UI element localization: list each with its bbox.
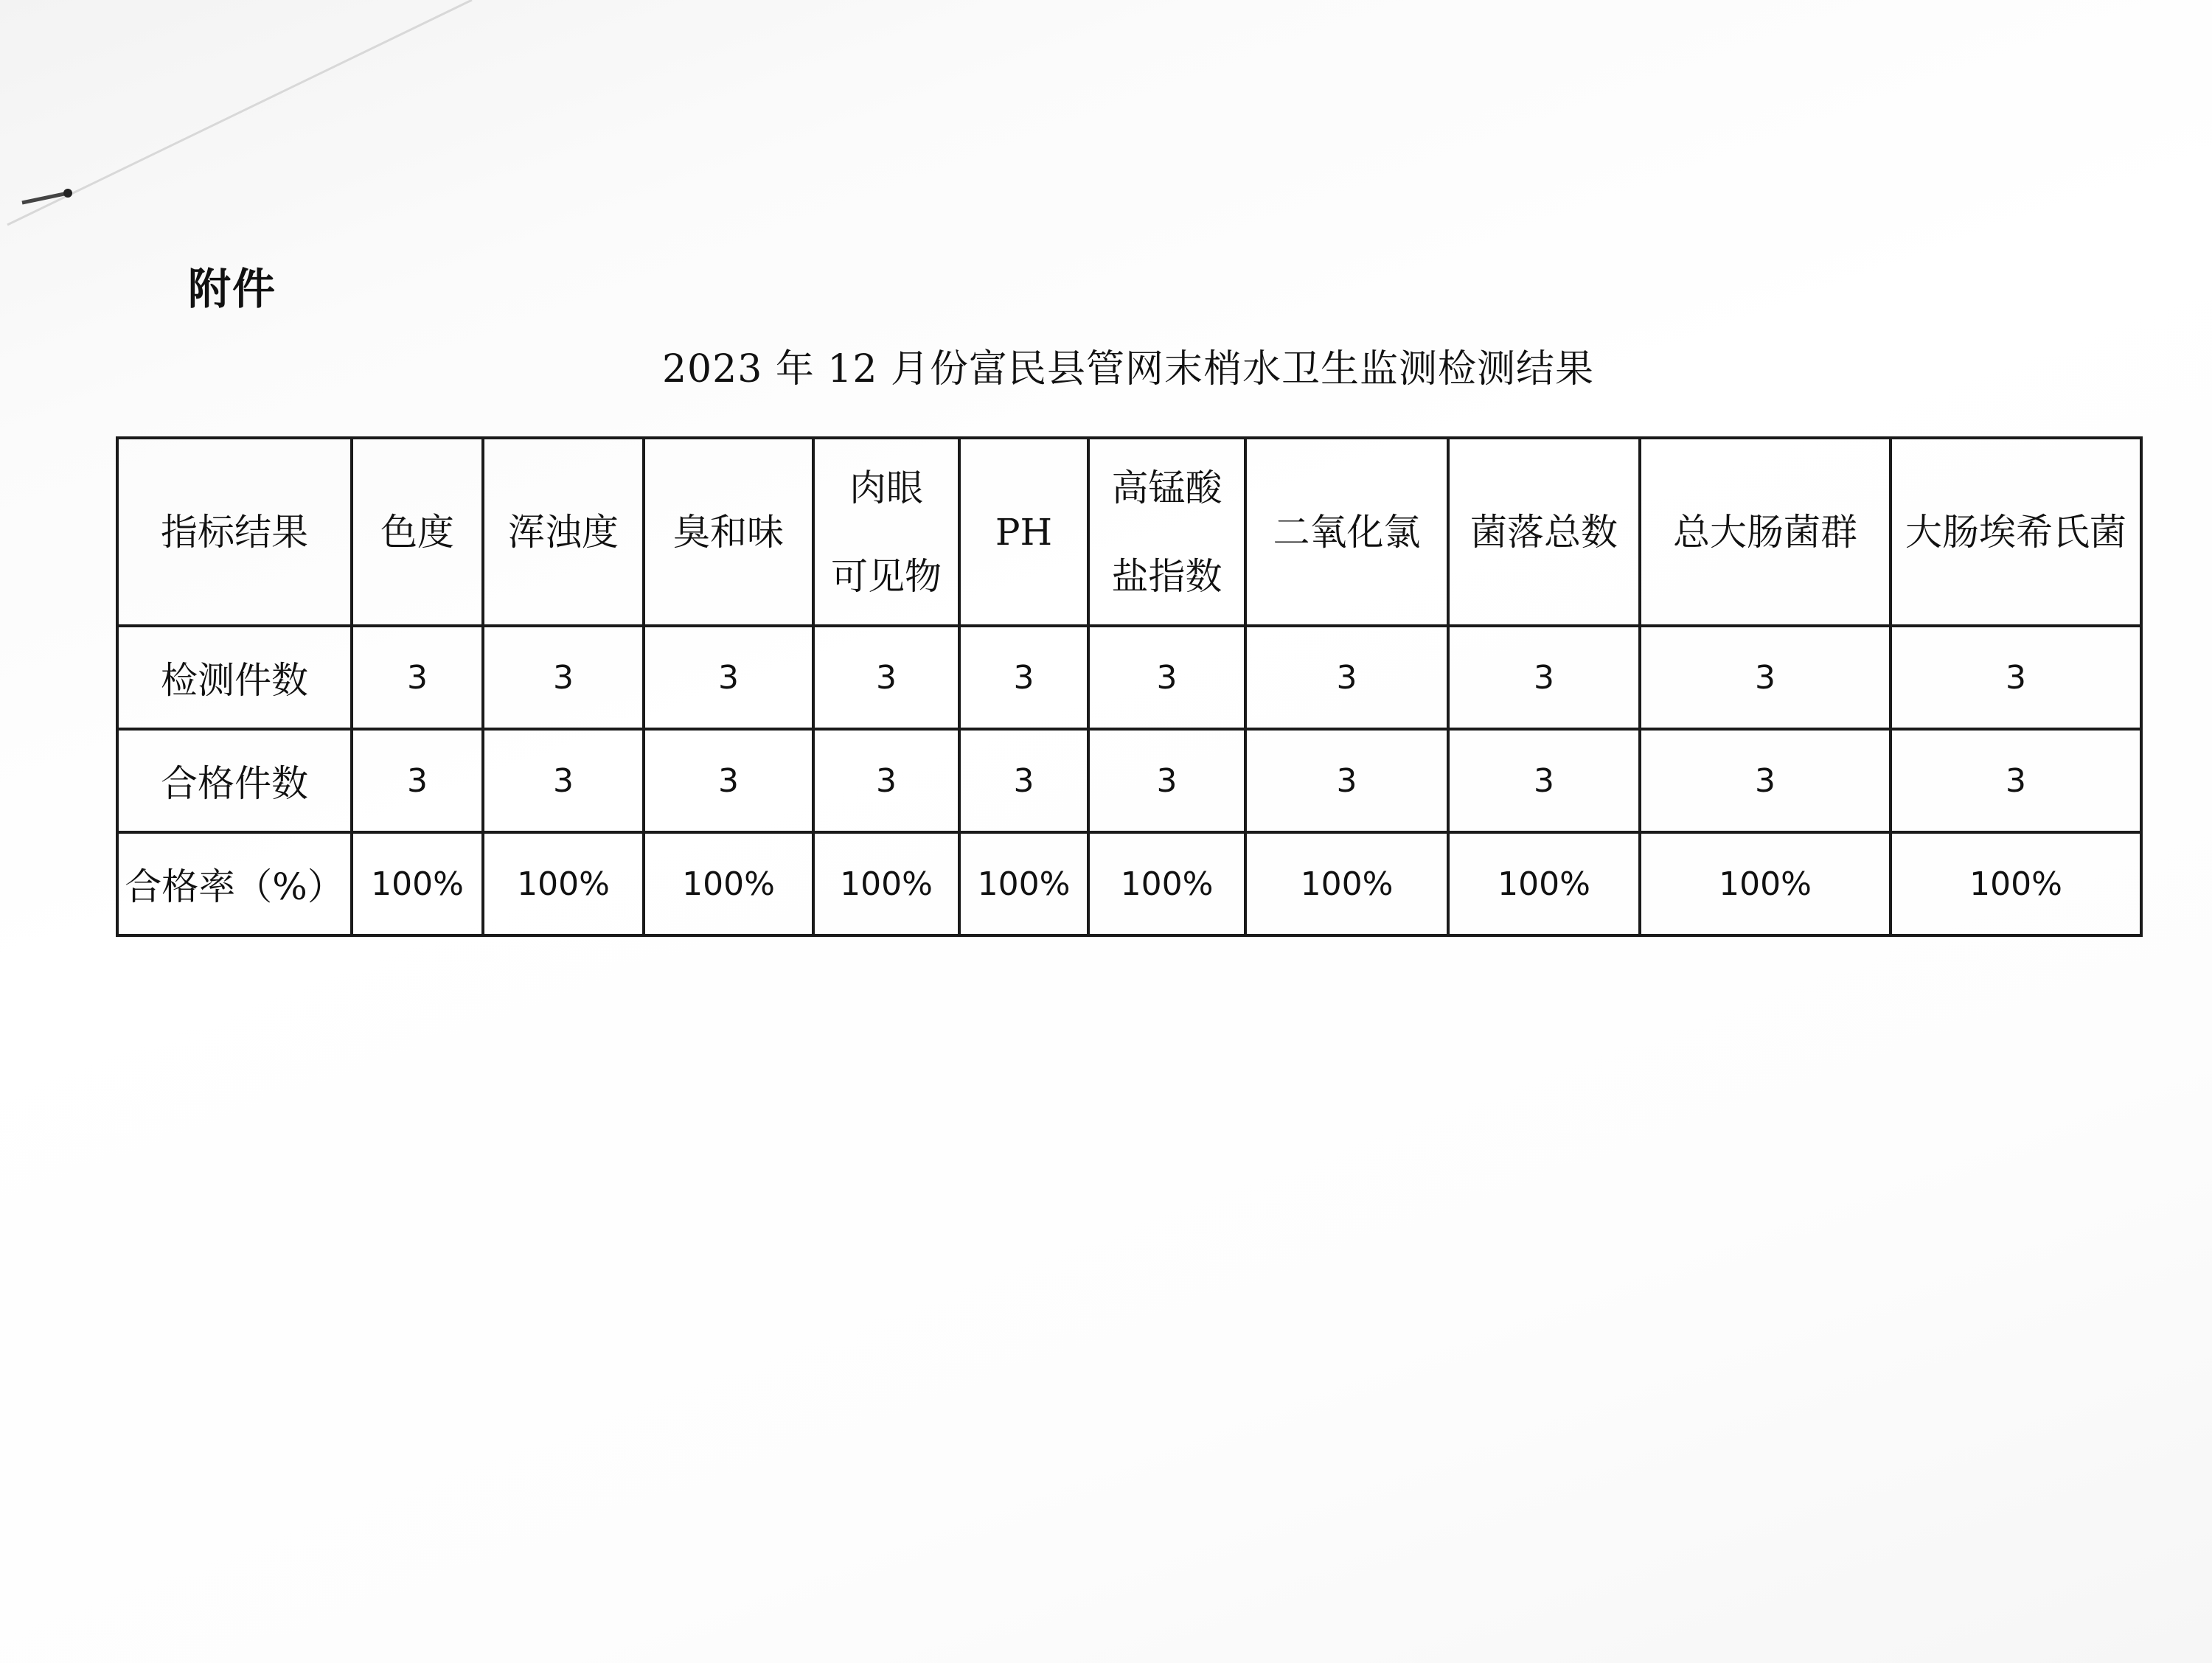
table-cell: 3: [1640, 729, 1891, 832]
table-cell: 100%: [1088, 832, 1245, 935]
table-cell: 100%: [1245, 832, 1448, 935]
column-header: [1891, 438, 2141, 626]
table-header-row: [117, 438, 2141, 626]
table-cell: 3: [1891, 729, 2141, 832]
column-header: [1088, 438, 1245, 626]
table-row: [117, 626, 2141, 729]
table-cell: 3: [813, 626, 959, 729]
column-header-line: 总大肠菌群: [1673, 510, 1857, 554]
table-row: [117, 832, 2141, 935]
column-header-line: PH: [995, 510, 1053, 554]
table-cell: 100%: [1891, 832, 2141, 935]
table-cell: 3: [352, 729, 483, 832]
table-cell: 100%: [813, 832, 959, 935]
row-label: 合格件数: [117, 729, 352, 832]
table-cell: 100%: [644, 832, 813, 935]
document-title: 2023 年 12 月份富民县管网末梢水卫生监测检测结果: [661, 347, 1595, 391]
column-header-line: 二氧化氯: [1273, 510, 1421, 554]
column-header: [352, 438, 483, 626]
table-cell: 3: [1245, 729, 1448, 832]
table-cell: 3: [1640, 626, 1891, 729]
table-cell: 3: [1088, 626, 1245, 729]
table-cell: 3: [959, 626, 1088, 729]
column-header-line: 菌落总数: [1470, 510, 1618, 554]
row-label: 检测件数: [117, 626, 352, 729]
table-cell: 100%: [1448, 832, 1640, 935]
table-cell: 3: [1088, 729, 1245, 832]
column-header-line: 浑浊度: [508, 510, 619, 554]
corner-header: 指标结果: [117, 438, 352, 626]
table-cell: 3: [483, 626, 644, 729]
attachment-label: 附件: [188, 264, 277, 314]
column-header: [1245, 438, 1448, 626]
column-header-line: 高锰酸: [1111, 466, 1222, 509]
column-header-line: 肉眼: [849, 466, 923, 509]
table-cell: 3: [644, 729, 813, 832]
column-header-line: 盐指数: [1111, 554, 1222, 598]
column-header: [483, 438, 644, 626]
table-row: [117, 729, 2141, 832]
table-cell: 3: [1448, 626, 1640, 729]
table-cell: 100%: [483, 832, 644, 935]
column-header: [1448, 438, 1640, 626]
table-cell: 3: [644, 626, 813, 729]
row-label: 合格率（%）: [117, 832, 352, 935]
column-header-line: 大肠埃希氏菌: [1905, 510, 2126, 554]
table-cell: 3: [1448, 729, 1640, 832]
results-table: [116, 436, 2143, 937]
table-cell: 3: [1245, 626, 1448, 729]
column-header: [959, 438, 1088, 626]
column-header: [813, 438, 959, 626]
table-cell: 100%: [1640, 832, 1891, 935]
column-header-line: 可见物: [831, 554, 942, 598]
table-cell: 100%: [959, 832, 1088, 935]
column-header-line: 色度: [380, 510, 454, 554]
table-cell: 3: [352, 626, 483, 729]
table-cell: 3: [959, 729, 1088, 832]
table-cell: 3: [483, 729, 644, 832]
table-cell: 100%: [352, 832, 483, 935]
column-header: [1640, 438, 1891, 626]
column-header-line: 臭和味: [673, 510, 784, 554]
column-header: [644, 438, 813, 626]
table-cell: 3: [813, 729, 959, 832]
table-cell: 3: [1891, 626, 2141, 729]
